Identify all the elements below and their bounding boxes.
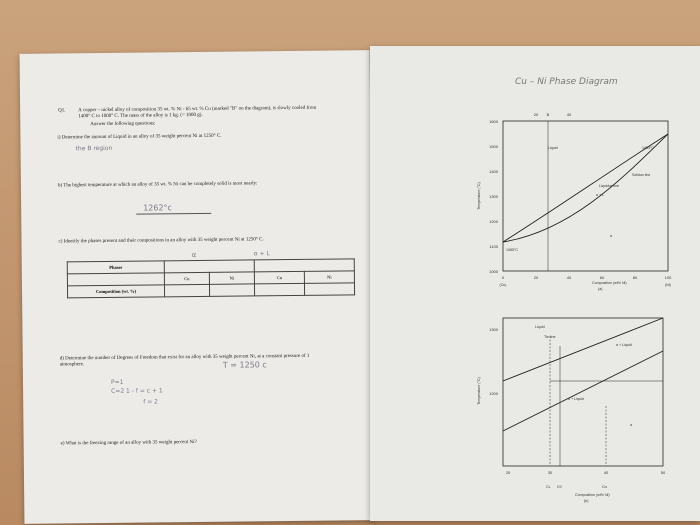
alpha-l-label-b: α + Liquid (616, 343, 632, 347)
table-cell (304, 283, 354, 296)
x-tick-80: 80 (632, 275, 638, 280)
c0-label: C0 (557, 485, 562, 489)
phases-table (67, 258, 355, 298)
worksheet-page (20, 50, 375, 524)
bottom-sublabel: (b) (584, 499, 589, 503)
phase1-handwriting: α (191, 251, 197, 260)
top-ylabel: Temperature (°C) (477, 182, 481, 210)
table-cell (209, 284, 254, 296)
phase2-cell (254, 259, 354, 272)
top-tick-40: 40 (566, 112, 572, 117)
work-d-line2: C=2 1 - f = c + 1 (111, 387, 163, 395)
alpha-liquid-label-b: α + Liquid (568, 397, 584, 401)
alpha-label: α (610, 234, 613, 238)
item-d (60, 354, 322, 369)
cl-label: CL (546, 485, 551, 489)
composition-header: Composition (wt. %) (67, 285, 164, 298)
item-a (57, 133, 317, 142)
item-c-text: Identify the phases present and their compositions in an alloy with 35 weight percent Ni at 1250° C. (63, 237, 264, 245)
y-tick-1000: 1000 (489, 269, 498, 274)
col-cu-1: Cu (164, 272, 209, 284)
x-tick-40: 40 (566, 275, 572, 280)
answer-a-handwriting: the B region (75, 144, 113, 153)
liquidus-line-b (503, 318, 663, 381)
y-tick-1300: 1300 (489, 194, 498, 199)
top-sublabel: (a) (598, 287, 603, 291)
answer-b-handwriting: 1262°c (143, 203, 172, 213)
col-ni-1: Ni (209, 272, 254, 284)
phase-diagram-page (370, 46, 700, 521)
phase1-cell (164, 260, 254, 273)
x-tick-40-b: 40 (603, 470, 609, 475)
x-tick-20: 20 (533, 275, 539, 280)
ca-label: Cα (602, 485, 607, 489)
empty-cell (67, 273, 164, 286)
col-cu-2: Cu (254, 271, 304, 284)
solidus-label: Solidus line (632, 173, 651, 177)
item-b (58, 181, 308, 190)
item-c-label: c) (58, 239, 63, 245)
y-tick-1300-b: 1300 (489, 327, 498, 332)
bottom-phase-diagram (370, 46, 700, 516)
question-number: Q1. (58, 108, 66, 114)
x-end-cu: (Cu) (499, 283, 507, 287)
item-c (58, 237, 308, 246)
cu-melt-label: 1085°C (506, 248, 519, 252)
x-tick-100: 100 (664, 275, 672, 280)
liquidus-label: Liquidus line (599, 184, 619, 188)
top-tick-20: 20 (533, 112, 539, 117)
item-a-label: i) (57, 135, 61, 141)
ni-melt-label: 1453°C (642, 146, 655, 150)
tie-line-label: Tie line (544, 335, 556, 339)
y-tick-1200-b: 1200 (489, 391, 498, 396)
work-d-line3: f = 2 (143, 398, 159, 406)
y-tick-1500: 1500 (489, 144, 498, 149)
answer-d-handwriting: T = 1250 c (222, 360, 267, 370)
col-ni-2: Ni (304, 271, 354, 284)
solidus-line-b (503, 351, 663, 431)
alpha-label-b: α (630, 423, 633, 427)
x-tick-0: 0 (501, 275, 505, 280)
item-b-label: b) (57, 183, 63, 189)
top-tick-b: B (546, 112, 550, 117)
question-statement: A copper – nickel alloy of composition 35 wt. % Ni - 65 wt. % Cu (marked "B" on the diagram), is slowly cooled from 1400° C to 1000° C. The mass of the alloy is 1 kg. (= 1000 g). (78, 105, 317, 120)
phases-header: Phases (67, 261, 164, 274)
y-tick-1200: 1200 (489, 219, 498, 224)
table-cell (164, 284, 209, 296)
work-d-line1: P=1 (110, 378, 124, 386)
item-e-text: What is the freezing range of an alloy with 35 weight percent Ni? (65, 440, 197, 447)
question-instructions: Answer the following questions: (90, 121, 156, 128)
table-cell (254, 283, 304, 296)
liquid-label-b: Liquid (535, 325, 545, 329)
y-tick-1100: 1100 (489, 244, 498, 249)
item-e (61, 439, 321, 448)
item-d-text: Determine the number of Degrees of Freedom that exist for an alloy with 35 weight percent Ni, at a constant pressure of 1 atmosphere. (59, 353, 310, 368)
liquid-region-label: Liquid (548, 146, 558, 150)
diagram-title-handwriting: Cu – Ni Phase Diagram (515, 77, 618, 87)
x-end-ni: (Ni) (665, 283, 671, 287)
top-xlabel: Composition (wt% Ni) (592, 281, 627, 285)
item-a-text: Determine the amount of Liquid in an alloy of 35 weight percent Ni at 1250° C. (61, 133, 222, 141)
x-tick-30-b: 30 (547, 470, 553, 475)
x-tick-60: 60 (599, 275, 605, 280)
item-e-label: e) (60, 441, 65, 447)
answer-b-line (136, 213, 211, 215)
bottom-ylabel: Temperature (°C) (477, 377, 481, 405)
x-tick-20-b: 20 (505, 470, 511, 475)
y-tick-1600: 1600 (489, 119, 498, 124)
item-b-text: The highest temperature at which an alloy of 35 wt. % Ni can be completely solid is most nearly: (63, 181, 258, 189)
bottom-xlabel: Composition (wt% Ni) (575, 493, 610, 497)
phase2-handwriting: α + L (253, 250, 270, 258)
table-row (67, 283, 354, 298)
y-tick-1400: 1400 (489, 169, 498, 174)
x-tick-50-b: 50 (660, 470, 666, 475)
item-d-label: d) (59, 356, 64, 362)
alpha-l-label: α + L (596, 193, 605, 197)
bottom-plot-frame (503, 318, 663, 466)
